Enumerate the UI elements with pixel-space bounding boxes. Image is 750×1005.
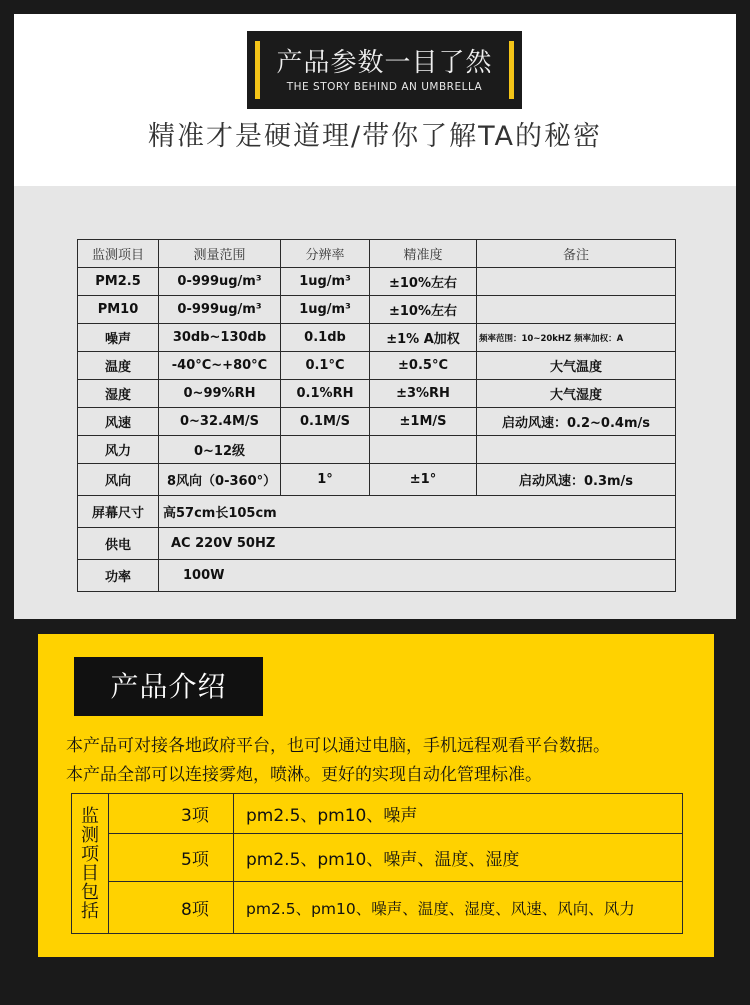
spec-cell: 0.1M/S: [281, 408, 370, 436]
spec-cell: 0.1%RH: [281, 380, 370, 408]
spec-cell: 湿度: [78, 380, 159, 408]
spec-row: [78, 324, 676, 352]
monitor-row: [72, 834, 683, 882]
spec-cell: 8风向（0-360°）: [159, 464, 281, 496]
spec-header-row: [78, 240, 676, 268]
spec-cell: 0~32.4M/S: [159, 408, 281, 436]
spec-cell: 大气温度: [477, 352, 676, 380]
spec-row: [78, 268, 676, 296]
spec-cell: 1ug/m³: [281, 296, 370, 324]
spec-cell: 高57cm长105cm: [159, 496, 676, 528]
spec-cell: ±1°: [370, 464, 477, 496]
spec-cell: ±10%左右: [370, 268, 477, 296]
spec-cell: AC 220V 50HZ: [159, 528, 676, 560]
spec-cell: 功率: [78, 560, 159, 592]
spec-cell: 供电: [78, 528, 159, 560]
spec-cell: 屏幕尺寸: [78, 496, 159, 528]
spec-cell: [477, 268, 676, 296]
title-en: THE STORY BEHIND AN UMBRELLA: [286, 81, 483, 93]
monitor-row: [72, 794, 683, 834]
spec-cell: 风向: [78, 464, 159, 496]
spec-cell: ±1M/S: [370, 408, 477, 436]
monitor-items: pm2.5、pm10、噪声、温度、湿度、风速、风向、风力: [234, 882, 683, 934]
spec-extra-row: [78, 560, 676, 592]
monitor-row: [72, 882, 683, 934]
spec-cell: 1°: [281, 464, 370, 496]
title-cn: 产品参数一目了然: [276, 48, 493, 78]
spec-cell: 温度: [78, 352, 159, 380]
intro-line-2: 本产品全部可以连接雾炮，喷淋。更好的实现自动化管理标准。: [66, 765, 542, 785]
spec-row: [78, 296, 676, 324]
spec-row: [78, 352, 676, 380]
spec-extra-row: [78, 528, 676, 560]
monitor-count: 3项: [109, 794, 234, 834]
spec-cell: 频率范围：10~20kHZ 频率加权：A: [477, 324, 676, 352]
monitor-label-text: 监测项目包括: [81, 805, 99, 922]
spec-header-cell: 测量范围: [159, 240, 281, 268]
spec-cell: 0-999ug/m³: [159, 268, 281, 296]
monitor-items: pm2.5、pm10、噪声、温度、湿度: [234, 834, 683, 882]
spec-row: [78, 380, 676, 408]
spec-cell: ±1% A加权: [370, 324, 477, 352]
spec-cell: 0-999ug/m³: [159, 296, 281, 324]
spec-row: [78, 464, 676, 496]
spec-cell: [477, 296, 676, 324]
spec-cell: 1ug/m³: [281, 268, 370, 296]
spec-header-cell: 分辨率: [281, 240, 370, 268]
spec-cell: 0~99%RH: [159, 380, 281, 408]
spec-cell: [477, 436, 676, 464]
spec-cell: 30db~130db: [159, 324, 281, 352]
intro-line-1: 本产品可对接各地政府平台，也可以通过电脑，手机远程观看平台数据。: [66, 736, 610, 756]
monitor-items: pm2.5、pm10、噪声: [234, 794, 683, 834]
intro-heading: 产品介绍: [74, 657, 263, 716]
spec-row: [78, 408, 676, 436]
title-banner: [247, 31, 522, 109]
spec-cell: 0~12级: [159, 436, 281, 464]
spec-cell: ±3%RH: [370, 380, 477, 408]
spec-cell: 大气湿度: [477, 380, 676, 408]
spec-cell: 100W: [159, 560, 676, 592]
monitor-count: 8项: [109, 882, 234, 934]
spec-cell: -40°C~+80°C: [159, 352, 281, 380]
spec-header-cell: 精准度: [370, 240, 477, 268]
subtitle: 精准才是硬道理/带你了解TA的秘密: [148, 121, 602, 152]
spec-cell: PM2.5: [78, 268, 159, 296]
spec-table: [77, 239, 676, 592]
spec-cell: 风力: [78, 436, 159, 464]
spec-cell: 噪声: [78, 324, 159, 352]
spec-extra-row: [78, 496, 676, 528]
spec-cell: ±10%左右: [370, 296, 477, 324]
spec-cell: 风速: [78, 408, 159, 436]
spec-header-cell: 备注: [477, 240, 676, 268]
monitor-count: 5项: [109, 834, 234, 882]
spec-cell: 0.1db: [281, 324, 370, 352]
spec-cell: PM10: [78, 296, 159, 324]
spec-cell: [370, 436, 477, 464]
spec-header-cell: 监测项目: [78, 240, 159, 268]
spec-cell: 0.1°C: [281, 352, 370, 380]
spec-cell: [281, 436, 370, 464]
monitor-label: [72, 794, 109, 934]
spec-cell: ±0.5°C: [370, 352, 477, 380]
spec-cell: 启动风速：0.3m/s: [477, 464, 676, 496]
spec-cell: 启动风速：0.2~0.4m/s: [477, 408, 676, 436]
spec-row: [78, 436, 676, 464]
monitor-table: [71, 793, 683, 934]
